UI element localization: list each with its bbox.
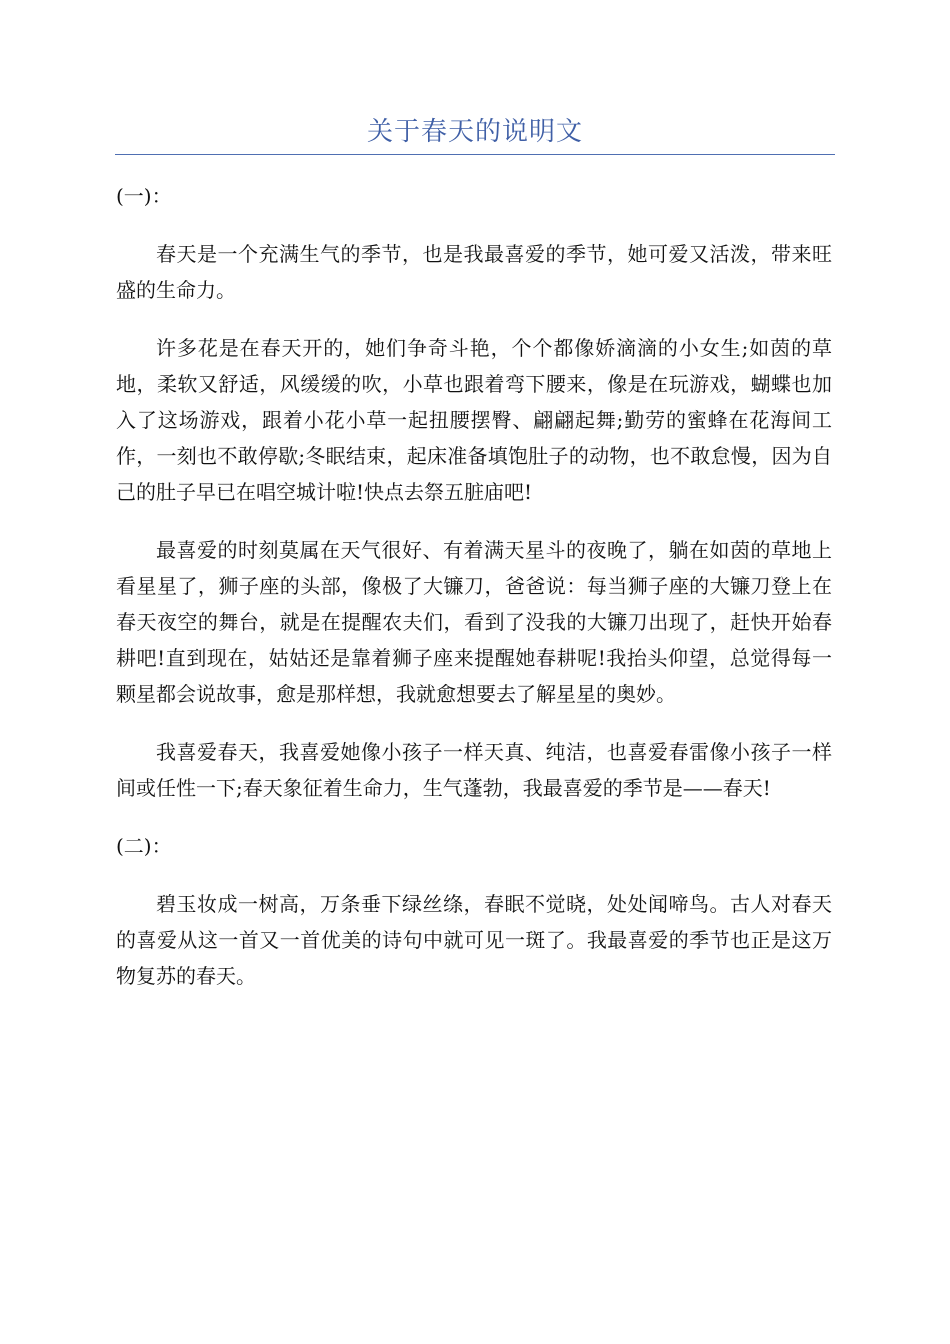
paragraph: 我喜爱春天，我喜爱她像小孩子一样天真、纯洁，也喜爱春雷像小孩子一样间或任性一下;春天象征着生命力，生气蓬勃，我最喜爱的季节是——春天!: [116, 740, 832, 800]
paragraph: 碧玉妆成一树高，万条垂下绿丝绦，春眠不觉晓，处处闻啼鸟。古人对春天的喜爱从这一首又一首优美的诗句中就可见一斑了。我最喜爱的季节也正是这万物复苏的春天。: [116, 892, 832, 988]
page-title: 关于春天的说明文: [366, 117, 583, 147]
section-label: (一)：: [116, 184, 172, 208]
paragraph: 许多花是在春天开的，她们争奇斗艳，个个都像娇滴滴的小女生;如茵的草地，柔软又舒适，风缓缓的吹，小草也跟着弯下腰来，像是在玩游戏，蝴蝶也加入了这场游戏，跟着小花小草一起扭腰摆臀、翩翩起舞;勤劳的蜜蜂在花海间工作，一刻也不敢停歇;冬眠结束，起床准备填饱肚子的动物，也不敢怠慢，因为自己的肚子早已在唱空城计啦!快点去祭五脏庙吧!: [116, 336, 832, 504]
document-body: [116, 178, 832, 1016]
section-1: [116, 178, 832, 806]
title-divider: [115, 154, 835, 155]
paragraph: 最喜爱的时刻莫属在天气很好、有着满天星斗的夜晚了，躺在如茵的草地上看星星了，狮子座的头部，像极了大镰刀，爸爸说：每当狮子座的大镰刀登上在春天夜空的舞台，就是在提醒农夫们，看到了没我的大镰刀出现了，赶快开始春耕吧!直到现在，姑姑还是靠着狮子座来提醒她春耕呢!我抬头仰望，总觉得每一颗星都会说故事，愈是那样想，我就愈想要去了解星星的奥妙。: [116, 538, 832, 706]
section-2: [116, 828, 832, 994]
paragraph: 春天是一个充满生气的季节，也是我最喜爱的季节，她可爱又活泼，带来旺盛的生命力。: [116, 242, 832, 302]
section-label: (二)：: [116, 834, 172, 858]
